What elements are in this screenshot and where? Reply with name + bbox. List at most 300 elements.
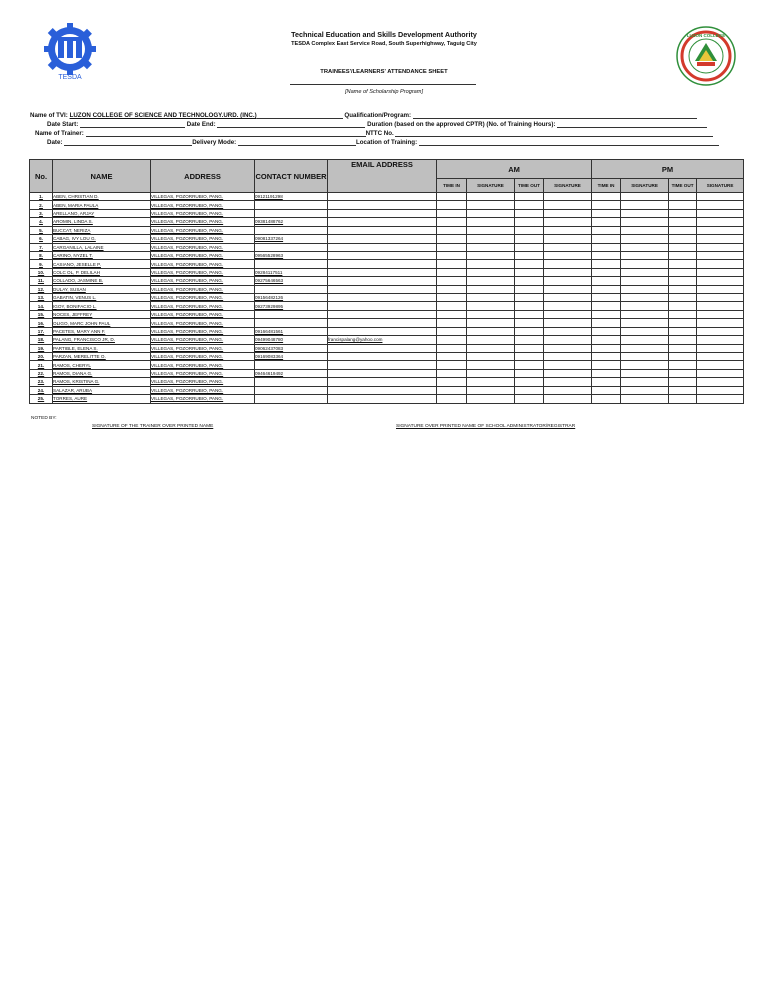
- attendance-cell[interactable]: [467, 327, 515, 335]
- attendance-cell[interactable]: [697, 277, 744, 285]
- attendance-cell[interactable]: [437, 310, 467, 318]
- trainee-email: [328, 294, 437, 302]
- attendance-cell[interactable]: [515, 209, 544, 217]
- trainee-email: [328, 319, 437, 327]
- attendance-cell[interactable]: [697, 344, 744, 352]
- col-address: ADDRESS: [151, 160, 255, 193]
- delivery-label: Delivery Mode:: [192, 139, 237, 146]
- attendance-cell[interactable]: [544, 327, 592, 335]
- attendance-cell[interactable]: [515, 243, 544, 251]
- delivery-field[interactable]: [238, 138, 356, 146]
- attendance-cell[interactable]: [544, 268, 592, 276]
- attendance-cell[interactable]: [621, 251, 669, 259]
- program-label: [Name of Scholarship Program]: [344, 89, 424, 95]
- attendance-cell[interactable]: [437, 395, 467, 403]
- attendance-cell[interactable]: [515, 218, 544, 226]
- attendance-cell[interactable]: [544, 235, 592, 243]
- attendance-cell[interactable]: [437, 378, 467, 386]
- attendance-cell[interactable]: [467, 235, 515, 243]
- attendance-cell[interactable]: [515, 260, 544, 268]
- qualification-label: Qualification/Program:: [344, 112, 412, 119]
- attendance-cell[interactable]: [467, 378, 515, 386]
- attendance-cell[interactable]: [467, 336, 515, 344]
- attendance-cell[interactable]: [437, 336, 467, 344]
- attendance-cell[interactable]: [437, 226, 467, 234]
- trainee-contact: [255, 361, 328, 369]
- date-label: Date:: [47, 139, 63, 146]
- attendance-cell[interactable]: [544, 344, 592, 352]
- attendance-cell[interactable]: [544, 353, 592, 361]
- attendance-cell[interactable]: [437, 277, 467, 285]
- attendance-cell[interactable]: [592, 336, 621, 344]
- attendance-cell[interactable]: [697, 369, 744, 377]
- attendance-cell[interactable]: [467, 285, 515, 293]
- attendance-cell[interactable]: [621, 193, 669, 201]
- attendance-cell[interactable]: [592, 319, 621, 327]
- trainee-email: [328, 243, 437, 251]
- trainee-address: VILLEGAS, POZORRUBIO, PANG.: [151, 344, 255, 352]
- attendance-cell[interactable]: [592, 395, 621, 403]
- attendance-cell[interactable]: [697, 353, 744, 361]
- attendance-cell[interactable]: [515, 353, 544, 361]
- attendance-cell[interactable]: [669, 268, 697, 276]
- trainee-address: VILLEGAS, POZORRUBIO, PANG.: [151, 277, 255, 285]
- attendance-cell[interactable]: [515, 310, 544, 318]
- attendance-cell[interactable]: [544, 294, 592, 302]
- attendance-cell[interactable]: [515, 226, 544, 234]
- attendance-cell[interactable]: [515, 361, 544, 369]
- attendance-cell[interactable]: [437, 251, 467, 259]
- attendance-cell[interactable]: [697, 285, 744, 293]
- table-row: [30, 260, 744, 268]
- trainee-address: VILLEGAS, POZORRUBIO, PANG.: [151, 361, 255, 369]
- attendance-cell[interactable]: [437, 386, 467, 394]
- attendance-cell[interactable]: [621, 235, 669, 243]
- trainee-name: IGOY, BONIFACIO L.: [53, 302, 151, 310]
- attendance-cell[interactable]: [515, 193, 544, 201]
- attendance-cell[interactable]: [669, 369, 697, 377]
- attendance-cell[interactable]: [467, 294, 515, 302]
- table-row: [30, 395, 744, 403]
- attendance-cell[interactable]: [515, 251, 544, 259]
- am-time-in: TIME IN: [437, 179, 467, 193]
- attendance-cell[interactable]: [697, 226, 744, 234]
- attendance-cell[interactable]: [669, 353, 697, 361]
- attendance-cell[interactable]: [697, 193, 744, 201]
- row-number: 16.: [30, 319, 53, 327]
- table-row: [30, 285, 744, 293]
- attendance-cell[interactable]: [437, 209, 467, 217]
- date-start-row: [47, 120, 707, 128]
- attendance-cell[interactable]: [515, 201, 544, 209]
- duration-field[interactable]: [557, 120, 707, 128]
- attendance-cell[interactable]: [621, 361, 669, 369]
- attendance-cell[interactable]: [697, 395, 744, 403]
- row-number: 19.: [30, 344, 53, 352]
- attendance-cell[interactable]: [621, 327, 669, 335]
- trainee-contact: 09284117511: [255, 268, 328, 276]
- row-number: 18.: [30, 336, 53, 344]
- attendance-cell[interactable]: [544, 218, 592, 226]
- agency-address: TESDA Complex East Service Road, South Superhighway, Taguig City: [291, 41, 477, 47]
- attendance-cell[interactable]: [437, 361, 467, 369]
- attendance-cell[interactable]: [592, 386, 621, 394]
- attendance-cell[interactable]: [621, 344, 669, 352]
- location-field[interactable]: [419, 138, 719, 146]
- trainee-address: VILLEGAS, POZORRUBIO, PANG.: [151, 336, 255, 344]
- table-row: [30, 353, 744, 361]
- row-number: 11.: [30, 277, 53, 285]
- duration-label: Duration (based on the approved CPTR) (No. of Training Hours):: [367, 121, 556, 128]
- attendance-cell[interactable]: [621, 310, 669, 318]
- table-row: [30, 361, 744, 369]
- attendance-cell[interactable]: [515, 294, 544, 302]
- attendance-cell[interactable]: [669, 302, 697, 310]
- attendance-cell[interactable]: [621, 226, 669, 234]
- attendance-cell[interactable]: [437, 353, 467, 361]
- attendance-cell[interactable]: [515, 395, 544, 403]
- row-number: 10.: [30, 268, 53, 276]
- attendance-cell[interactable]: [621, 386, 669, 394]
- am-time-out: TIME OUT: [515, 179, 544, 193]
- trainee-email: [328, 218, 437, 226]
- trainee-email: [328, 193, 437, 201]
- row-number: 4.: [30, 218, 53, 226]
- attendance-cell[interactable]: [697, 268, 744, 276]
- nttc-field[interactable]: [395, 129, 713, 137]
- attendance-cell[interactable]: [621, 294, 669, 302]
- attendance-cell[interactable]: [437, 218, 467, 226]
- trainee-contact: [255, 319, 328, 327]
- attendance-cell[interactable]: [467, 243, 515, 251]
- attendance-cell[interactable]: [669, 235, 697, 243]
- attendance-cell[interactable]: [544, 260, 592, 268]
- attendance-cell[interactable]: [437, 235, 467, 243]
- attendance-cell[interactable]: [669, 336, 697, 344]
- attendance-cell[interactable]: [437, 344, 467, 352]
- location-label: Location of Training:: [355, 139, 418, 146]
- attendance-cell[interactable]: [621, 353, 669, 361]
- trainee-email: [328, 235, 437, 243]
- attendance-cell[interactable]: [467, 369, 515, 377]
- trainee-contact: [255, 209, 328, 217]
- attendance-cell[interactable]: [592, 235, 621, 243]
- tesda-logo-text: TESDA: [58, 74, 82, 80]
- attendance-cell[interactable]: [669, 193, 697, 201]
- attendance-cell[interactable]: [669, 344, 697, 352]
- attendance-cell[interactable]: [437, 369, 467, 377]
- trainee-contact: [255, 201, 328, 209]
- trainee-contact: 09062437083: [255, 344, 328, 352]
- attendance-cell[interactable]: [592, 277, 621, 285]
- trainee-name: ARELLANO, ARJAY: [53, 209, 151, 217]
- attendance-cell[interactable]: [669, 378, 697, 386]
- attendance-cell[interactable]: [467, 251, 515, 259]
- attendance-cell[interactable]: [437, 285, 467, 293]
- trainee-address: VILLEGAS, POZORRUBIO, PANG.: [151, 201, 255, 209]
- attendance-cell[interactable]: [515, 378, 544, 386]
- trainee-name: SALAZAR, ARUBA: [53, 386, 151, 394]
- attendance-cell[interactable]: [467, 226, 515, 234]
- attendance-cell[interactable]: [697, 302, 744, 310]
- attendance-cell[interactable]: [621, 243, 669, 251]
- attendance-cell[interactable]: [544, 310, 592, 318]
- attendance-cell[interactable]: [621, 209, 669, 217]
- attendance-cell[interactable]: [697, 294, 744, 302]
- date-start-field[interactable]: [80, 120, 185, 128]
- trainee-name: DULAY, SUSAN: [53, 285, 151, 293]
- trainee-email: [328, 226, 437, 234]
- attendance-cell[interactable]: [544, 243, 592, 251]
- attendance-cell[interactable]: [592, 201, 621, 209]
- table-row: [30, 336, 744, 344]
- qualification-field[interactable]: [413, 111, 697, 119]
- attendance-cell[interactable]: [544, 209, 592, 217]
- date-end-field[interactable]: [217, 120, 365, 128]
- attendance-cell[interactable]: [467, 344, 515, 352]
- attendance-cell[interactable]: [515, 277, 544, 285]
- attendance-table: [29, 159, 744, 404]
- attendance-cell[interactable]: [669, 327, 697, 335]
- attendance-cell[interactable]: [515, 344, 544, 352]
- attendance-cell[interactable]: [669, 310, 697, 318]
- trainee-contact: 09464619492: [255, 369, 328, 377]
- attendance-cell[interactable]: [592, 310, 621, 318]
- date-field[interactable]: [64, 138, 192, 146]
- attendance-cell[interactable]: [621, 285, 669, 293]
- attendance-cell[interactable]: [592, 209, 621, 217]
- attendance-cell[interactable]: [592, 193, 621, 201]
- attendance-cell[interactable]: [697, 209, 744, 217]
- table-row: [30, 294, 744, 302]
- am-signature-out: SIGNATURE: [544, 179, 592, 193]
- trainee-contact: [255, 310, 328, 318]
- attendance-cell[interactable]: [437, 327, 467, 335]
- attendance-cell[interactable]: [467, 201, 515, 209]
- attendance-cell[interactable]: [697, 260, 744, 268]
- attendance-cell[interactable]: [592, 369, 621, 377]
- attendance-cell[interactable]: [437, 201, 467, 209]
- trainee-address: VILLEGAS, POZORRUBIO, PANG.: [151, 251, 255, 259]
- attendance-cell[interactable]: [467, 268, 515, 276]
- attendance-cell[interactable]: [467, 361, 515, 369]
- attendance-cell[interactable]: [697, 201, 744, 209]
- trainee-contact: 09275646563: [255, 277, 328, 285]
- attendance-cell[interactable]: [544, 201, 592, 209]
- attendance-cell[interactable]: [592, 361, 621, 369]
- attendance-cell[interactable]: [437, 294, 467, 302]
- attendance-cell[interactable]: [669, 285, 697, 293]
- attendance-cell[interactable]: [592, 344, 621, 352]
- attendance-cell[interactable]: [592, 353, 621, 361]
- attendance-cell[interactable]: [544, 277, 592, 285]
- attendance-cell[interactable]: [544, 369, 592, 377]
- attendance-cell[interactable]: [621, 369, 669, 377]
- row-number: 12.: [30, 285, 53, 293]
- tvi-fill: [257, 111, 343, 119]
- trainee-contact: 09121191298: [255, 193, 328, 201]
- trainer-signature-line: SIGNATURE OF THE TRAINER OVER PRINTED NAME: [92, 424, 214, 429]
- trainee-email: [328, 369, 437, 377]
- attendance-cell[interactable]: [467, 277, 515, 285]
- attendance-cell[interactable]: [621, 336, 669, 344]
- attendance-cell[interactable]: [669, 201, 697, 209]
- table-row: [30, 218, 744, 226]
- trainee-name: ABEN, MARIA PAULA: [53, 201, 151, 209]
- trainee-email: [328, 285, 437, 293]
- attendance-cell[interactable]: [621, 319, 669, 327]
- attendance-cell[interactable]: [515, 386, 544, 394]
- trainee-email: [328, 251, 437, 259]
- attendance-cell[interactable]: [697, 319, 744, 327]
- trainee-name: BUCCAT, NERIZA: [53, 226, 151, 234]
- attendance-cell[interactable]: [621, 378, 669, 386]
- trainee-email: [328, 327, 437, 335]
- attendance-cell[interactable]: [515, 369, 544, 377]
- attendance-cell[interactable]: [669, 218, 697, 226]
- attendance-cell[interactable]: [669, 260, 697, 268]
- trainee-email: [328, 361, 437, 369]
- attendance-cell[interactable]: [467, 218, 515, 226]
- attendance-cell[interactable]: [621, 395, 669, 403]
- attendance-cell[interactable]: [621, 268, 669, 276]
- attendance-cell[interactable]: [467, 193, 515, 201]
- attendance-cell[interactable]: [437, 193, 467, 201]
- nttc-label: NTTC No.: [365, 130, 394, 137]
- admin-signature-line: SIGNATURE OVER PRINTED NAME OF SCHOOL ADMINISTRATOR/REGISTRAR: [396, 424, 576, 429]
- trainee-name: CABAG, IVY LOU G.: [53, 235, 151, 243]
- attendance-cell[interactable]: [515, 302, 544, 310]
- attendance-cell[interactable]: [697, 218, 744, 226]
- attendance-cell[interactable]: [621, 277, 669, 285]
- attendance-cell[interactable]: [544, 226, 592, 234]
- attendance-cell[interactable]: [621, 201, 669, 209]
- trainee-email: [328, 310, 437, 318]
- attendance-cell[interactable]: [592, 226, 621, 234]
- attendance-cell[interactable]: [592, 302, 621, 310]
- trainee-contact: 09565528963: [255, 251, 328, 259]
- attendance-cell[interactable]: [544, 361, 592, 369]
- trainee-email: [328, 395, 437, 403]
- table-row: [30, 319, 744, 327]
- attendance-cell[interactable]: [669, 319, 697, 327]
- attendance-cell[interactable]: [544, 378, 592, 386]
- attendance-cell[interactable]: [621, 302, 669, 310]
- attendance-cell[interactable]: [592, 251, 621, 259]
- attendance-cell[interactable]: [544, 302, 592, 310]
- attendance-cell[interactable]: [467, 302, 515, 310]
- attendance-cell[interactable]: [669, 226, 697, 234]
- attendance-cell[interactable]: [515, 319, 544, 327]
- trainee-contact: 09081337264: [255, 235, 328, 243]
- attendance-cell[interactable]: [544, 319, 592, 327]
- attendance-cell[interactable]: [697, 243, 744, 251]
- table-row: [30, 243, 744, 251]
- attendance-cell[interactable]: [669, 277, 697, 285]
- attendance-cell[interactable]: [544, 386, 592, 394]
- trainee-name: NOCES, JEFFREY: [53, 310, 151, 318]
- attendance-cell[interactable]: [697, 235, 744, 243]
- attendance-cell[interactable]: [592, 260, 621, 268]
- attendance-cell[interactable]: [467, 395, 515, 403]
- attendance-cell[interactable]: [697, 336, 744, 344]
- attendance-cell[interactable]: [437, 319, 467, 327]
- attendance-cell[interactable]: [669, 386, 697, 394]
- attendance-cell[interactable]: [467, 319, 515, 327]
- attendance-cell[interactable]: [669, 209, 697, 217]
- attendance-cell[interactable]: [515, 327, 544, 335]
- attendance-cell[interactable]: [669, 294, 697, 302]
- trainee-name: PALANG, FRANCISCO JR, D.: [53, 336, 151, 344]
- attendance-cell[interactable]: [592, 378, 621, 386]
- attendance-cell[interactable]: [515, 268, 544, 276]
- attendance-cell[interactable]: [697, 386, 744, 394]
- attendance-cell[interactable]: [467, 310, 515, 318]
- attendance-cell[interactable]: [467, 353, 515, 361]
- trainee-contact: [255, 260, 328, 268]
- attendance-cell[interactable]: [592, 327, 621, 335]
- table-row: [30, 268, 744, 276]
- attendance-cell[interactable]: [697, 327, 744, 335]
- attendance-cell[interactable]: [544, 193, 592, 201]
- attendance-cell[interactable]: [621, 260, 669, 268]
- attendance-cell[interactable]: [697, 361, 744, 369]
- trainee-contact: 09169083364: [255, 353, 328, 361]
- attendance-cell[interactable]: [437, 302, 467, 310]
- trainer-field[interactable]: [86, 129, 366, 137]
- trainee-contact: [255, 243, 328, 251]
- attendance-cell[interactable]: [544, 336, 592, 344]
- attendance-cell[interactable]: [621, 218, 669, 226]
- pm-signature-out: SIGNATURE: [697, 179, 744, 193]
- attendance-cell[interactable]: [437, 243, 467, 251]
- col-email: EMAIL ADDRESS: [328, 160, 437, 193]
- attendance-cell[interactable]: [669, 243, 697, 251]
- attendance-cell[interactable]: [697, 378, 744, 386]
- pm-time-out: TIME OUT: [669, 179, 697, 193]
- attendance-cell[interactable]: [515, 235, 544, 243]
- attendance-cell[interactable]: [437, 268, 467, 276]
- attendance-cell[interactable]: [592, 268, 621, 276]
- attendance-cell[interactable]: [544, 251, 592, 259]
- trainee-email: [328, 302, 437, 310]
- program-label-text: Name of Scholarship Program: [346, 89, 422, 95]
- attendance-cell[interactable]: [697, 310, 744, 318]
- row-number: 25.: [30, 395, 53, 403]
- attendance-cell[interactable]: [592, 294, 621, 302]
- attendance-cell[interactable]: [697, 251, 744, 259]
- attendance-cell[interactable]: [515, 336, 544, 344]
- attendance-cell[interactable]: [669, 395, 697, 403]
- attendance-rows: [30, 193, 744, 404]
- attendance-cell[interactable]: [437, 260, 467, 268]
- attendance-cell[interactable]: [544, 285, 592, 293]
- table-row: [30, 277, 744, 285]
- attendance-cell[interactable]: [592, 243, 621, 251]
- attendance-cell[interactable]: [467, 386, 515, 394]
- attendance-cell[interactable]: [544, 395, 592, 403]
- trainee-contact: 09381488762: [255, 218, 328, 226]
- attendance-cell[interactable]: [592, 285, 621, 293]
- row-number: 23.: [30, 378, 53, 386]
- attendance-cell[interactable]: [467, 209, 515, 217]
- attendance-cell[interactable]: [515, 285, 544, 293]
- attendance-cell[interactable]: [592, 218, 621, 226]
- attendance-cell[interactable]: [669, 361, 697, 369]
- attendance-cell[interactable]: [669, 251, 697, 259]
- attendance-cell[interactable]: [467, 260, 515, 268]
- table-row: [30, 209, 744, 217]
